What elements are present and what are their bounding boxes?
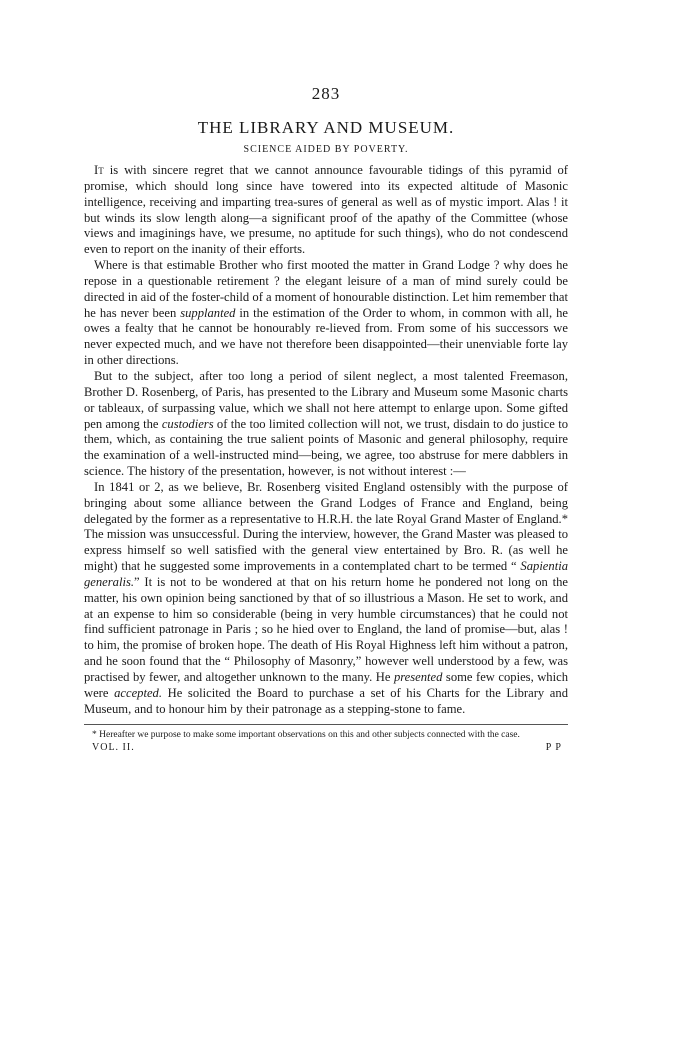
page bbox=[84, 84, 568, 753]
paragraph-4-text-a: In 1841 or 2, as we believe, Br. Rosenberg visited England ostensibly with the purpose of bringing about some alliance between the Grand Lodges of France and England, being delegated by the former as a representative to H.R.H. the late Royal Grand Master of England.* The mission was unsuccessful. During the interview, however, the Grand Master was pleased to express himself so well satisfied with the general view entertained by Bro. R. (as well he might) that he suggested some improvements in a contemplated chart to be termed “ bbox=[84, 479, 568, 574]
article-title: THE LIBRARY AND MUSEUM. bbox=[197, 118, 455, 137]
volume-label: VOL. II. bbox=[92, 741, 135, 753]
paragraph-4-text-g: He solicited the Board to purchase a set of his Charts for the Library and Museum, and to honour him by their patronage as a stepping-stone to fame. bbox=[84, 685, 568, 716]
signature-mark: P P bbox=[545, 741, 562, 753]
paragraph-1-lead: It bbox=[94, 163, 104, 177]
paragraph-3-text-a: But to the subject, after too long a period of silent neglect, a most talented Freemason, Brother D. Rosenberg, of Paris, has presented to the Library and Museum some Masonic charts or tableaux, of surpassing value, which we shall not here attempt to enlarge upon. Some gifted pen among the bbox=[84, 368, 568, 431]
paragraph-4-emphasis-2: presented bbox=[393, 670, 443, 684]
paragraph-4-text-c: ” It is not to be wondered at that on his return home he pondered not long on the matter, his own opinion being sanctioned by that of so illustrious a Mason. He set to work, and at an expense to him so considerable (being in very humble circumstances) that he could not find sufficient patronage in Paris ; so he hied over to England, the land of promise—but, alas ! to him, the promise of broken hope. The death of His Royal Highness left him without a patron, and he soon found that the “ Philosophy of Masonry,” however well understood by a few, was practised by fewer, and altogether unknown to the many. He bbox=[84, 574, 568, 684]
footnote-divider bbox=[84, 724, 568, 725]
paragraph-3-emphasis: custodiers bbox=[161, 416, 214, 431]
paragraph-2-text-c: in the estimation of the Order to whom, in common with all, he owes a fealty that he cannot be honourably re-lieved from. From some of his successors we never expected much, and we have not therefore been disappointed—their unenviable forte lay in other directions. bbox=[84, 305, 568, 368]
paragraph-4 bbox=[84, 480, 568, 718]
paragraph-4-emphasis-3: accepted. bbox=[114, 685, 162, 700]
paragraph-4-emphasis-1: Sapientia generalis. bbox=[84, 559, 568, 589]
page-number: 283 bbox=[311, 84, 341, 103]
paragraph-1 bbox=[84, 163, 568, 258]
article-subtitle: SCIENCE AIDED BY POVERTY. bbox=[243, 144, 409, 155]
paragraph-2 bbox=[84, 258, 568, 369]
footnote: * Hereafter we purpose to make some important observations on this and other subjects connected with the case. bbox=[92, 729, 520, 740]
paragraph-4-text-e: some few copies, which were bbox=[84, 670, 568, 700]
paragraph-1-text: is with sincere regret that we cannot announce favourable tidings of this pyramid of promise, which should long since have towered into its expected altitude of Masonic intelligence, receiving and imparting trea-sures of general as well as of mystic import. Alas ! it but winds its slow length along—a significant proof of the apathy of the Committee (whose views and imaginings have, we presume, no aptitude for such things), who do not condescend even to report on the inanity of their efforts. bbox=[84, 163, 568, 257]
paragraph-2-text-a: Where is that estimable Brother who first mooted the matter in Grand Lodge ? why does he repose in a questionable retirement ? the elegant leisure of a man of mind surely could be directed in aid of the foster-child of a moment of honourable distinction. Let him remember that he has never been bbox=[84, 258, 568, 320]
paragraph-3-text-c: of the too limited collection will not, we trust, disdain to do justice to them, which, as containing the true salient points of Masonic and general philosophy, require the examination of a well-instructed mind—being, we agree, too abstruse for mere dabblers in science. The history of the presentation, however, is not without interest :— bbox=[84, 416, 568, 479]
paragraph-2-emphasis: supplanted bbox=[180, 305, 236, 320]
article-body bbox=[84, 163, 568, 718]
signature-line bbox=[84, 742, 568, 753]
paragraph-3 bbox=[84, 369, 568, 480]
